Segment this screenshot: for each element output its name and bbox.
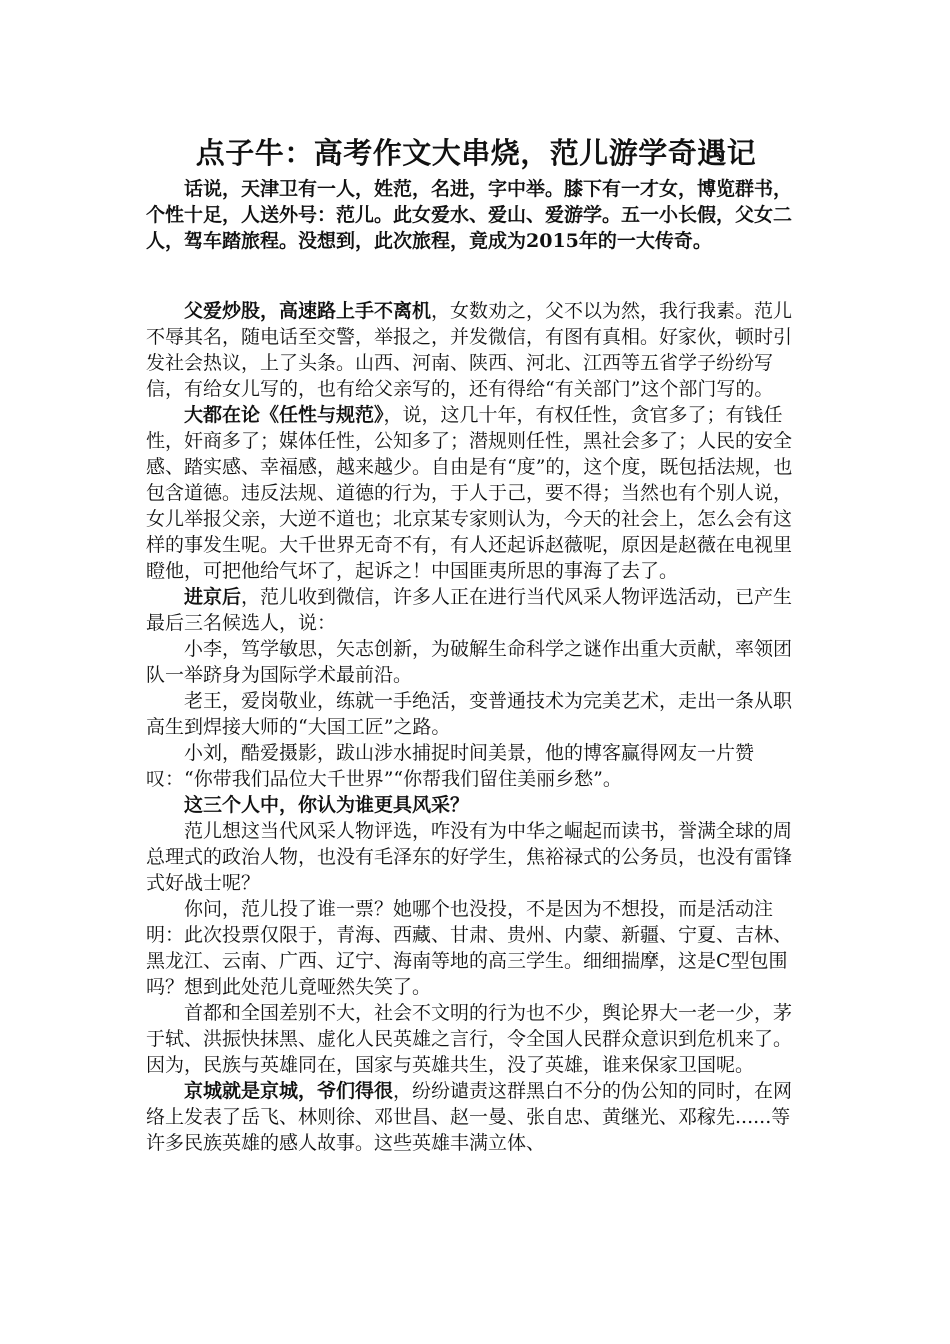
body-paragraph: [146, 1078, 806, 1156]
body-paragraph: [146, 584, 806, 636]
intro-paragraph: 话说，天津卫有一人，姓范，名进，字中举。膝下有一才女，博览群书，个性十足，人送外号：范儿。此女爱水、爱山、爱游学。五一小长假，父女二人，驾车踏旅程。没想到，此次旅程，竟成为2015年的一大传奇。: [146, 178, 793, 252]
paragraph-lead: 京城就是京城，爷们得很: [184, 1080, 394, 1102]
body-paragraph: [146, 688, 806, 740]
paragraph-text: 范儿想这当代风采人物评选，咋没有为中华之崛起而读书，誉满全球的周总理式的政治人物，也没有毛泽东的好学生，焦裕禄式的公务员，也没有雷锋式好战士呢？: [146, 820, 793, 894]
body-paragraph: [146, 1000, 806, 1078]
paragraph-text: ，范儿收到微信，许多人正在进行当代风采人物评选活动，已产生最后三名候选人，说：: [146, 586, 793, 634]
body-paragraph: [146, 818, 806, 896]
paragraph-text: ，女数劝之，父不以为然，我行我素。范儿不辱其名，随电话至交警，举报之，并发微信，有图有真相。好家伙，顿时引发社会热议，上了头条。山西、河南、陕西、河北、江西等五省学子纷纷写信，有给女儿写的，也有给父亲写的，还有得给“有关部门”这个部门写的。: [146, 300, 793, 400]
paragraph-text: 首都和全国差别不大，社会不文明的行为也不少，舆论界大一老一少，茅于轼、洪振快抹黑、虚化人民英雄之言行，令全国人民群众意识到危机来了。因为，民族与英雄同在，国家与英雄共生，没了英雄，谁来保家卫国呢。: [146, 1002, 793, 1076]
body-paragraph: [146, 402, 806, 584]
paragraph-text: ，纷纷谴责这群黑白不分的伪公知的同时，在网络上发表了岳飞、林则徐、邓世昌、赵一曼、张自忠、黄继光、邓稼先......等许多民族英雄的感人故事。这些英雄丰满立体、: [146, 1080, 793, 1154]
blank-line: [146, 254, 806, 298]
body-paragraphs: [146, 298, 806, 1156]
body-paragraph: [146, 740, 806, 792]
body-paragraph: [146, 298, 806, 402]
body-paragraph: [146, 636, 806, 688]
paragraph-lead: 进京后: [184, 586, 242, 608]
document-page: [146, 132, 806, 1156]
paragraph-lead: 这三个人中，你认为谁更具风采？: [184, 794, 470, 816]
paragraph-text: 小刘，酷爱摄影，跋山涉水捕捉时间美景，他的博客赢得网友一片赞叹：“你带我们品位大千世界”“你帮我们留住美丽乡愁”。: [146, 742, 755, 790]
body-paragraph: [146, 792, 806, 818]
body-paragraph: [146, 896, 806, 1000]
paragraph-text: 老王，爱岗敬业，练就一手绝活，变普通技术为完美艺术，走出一条从职高生到焊接大师的“大国工匠”之路。: [146, 690, 793, 738]
paragraph-text: 你问，范儿投了谁一票？她哪个也没投，不是因为不想投，而是活动注明：此次投票仅限于，青海、西藏、甘肃、贵州、内蒙、新疆、宁夏、吉林、黑龙江、云南、广西、辽宁、海南等地的高三学生。细细揣摩，这是C型包围吗？想到此处范儿竟哑然失笑了。: [146, 898, 793, 998]
paragraph-text: 小李，笃学敏思，矢志创新，为破解生命科学之谜作出重大贡献，率领团队一举跻身为国际学术最前沿。: [146, 638, 793, 686]
paragraph-text: ，说，这几十年，有权任性，贪官多了；有钱任性，奸商多了；媒体任性，公知多了；潜规则任性，黑社会多了；人民的安全感、踏实感、幸福感，越来越少。自由是有“度”的，这个度，既包括法规，也包含道德。违反法规、道德的行为，于人于己，要不得；当然也有个别人说，女儿举报父亲，大逆不道也；北京某专家则认为，今天的社会上，怎么会有这样的事发生呢。大千世界无奇不有，有人还起诉赵薇呢，原因是赵薇在电视里瞪他，可把他给气坏了，起诉之！中国匪夷所思的事海了去了。: [146, 404, 793, 582]
paragraph-lead: 大都在论《任性与规范》: [184, 404, 384, 426]
paragraph-lead: 父爱炒股，高速路上手不离机: [184, 300, 432, 322]
document-title: 点子牛：高考作文大串烧，范儿游学奇遇记: [195, 136, 757, 170]
